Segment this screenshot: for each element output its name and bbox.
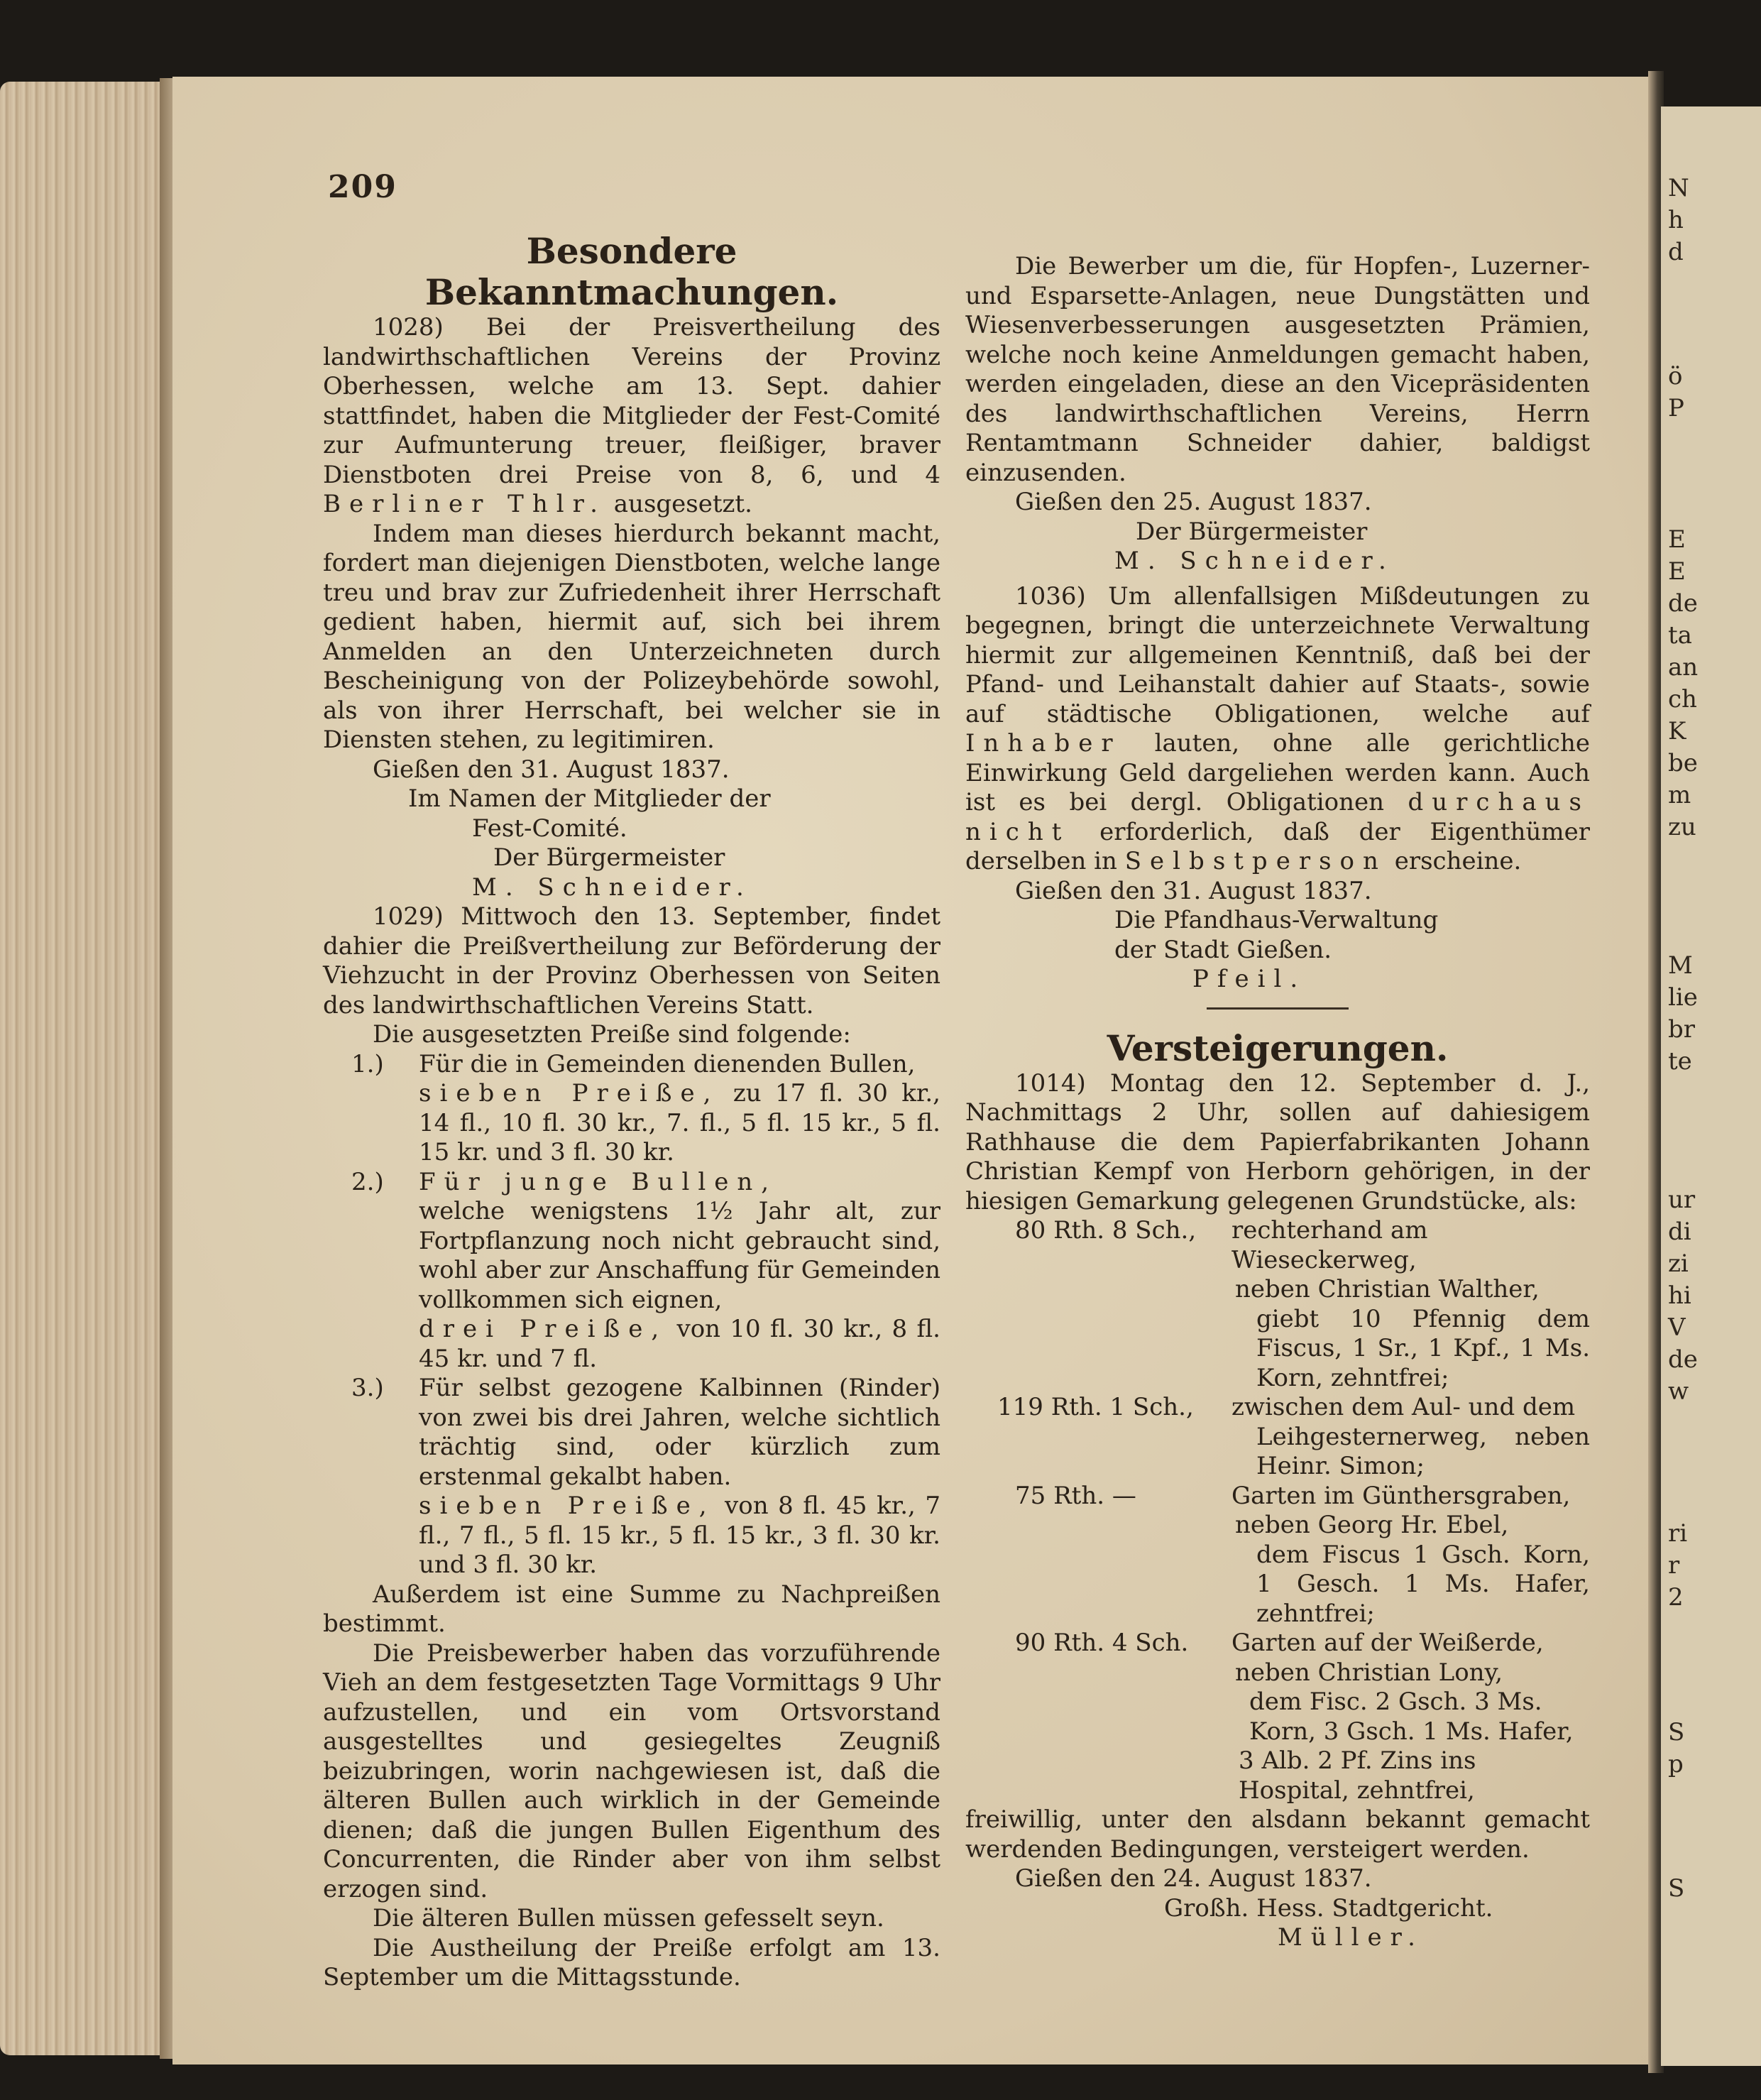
premiums-signature-title: Der Bürgermeister — [1136, 517, 1368, 546]
facing-page-text-fragment: ta — [1668, 621, 1692, 650]
page-number: 209 — [328, 169, 397, 205]
facing-page-text-fragment: de — [1668, 589, 1698, 618]
facing-page-text-fragment: E — [1668, 557, 1686, 586]
facing-page-text-fragment: w — [1668, 1377, 1689, 1406]
facing-page-text-fragment: r — [1668, 1551, 1680, 1580]
facing-page-text-fragment: hi — [1668, 1281, 1691, 1310]
estate-detail: dem Fiscus 1 Gsch. Korn, 1 Gesch. 1 Ms. Hafer, zehntfrei; — [1256, 1540, 1590, 1628]
estate-location: zwischen dem Aul- und dem — [1231, 1393, 1576, 1421]
emphasis-spaced: durchaus nicht — [965, 788, 1590, 846]
notice-1036-body: 1036) Um allenfallsigen Mißdeutungen zu begegnen, bringt die unterzeichnete Verwaltung hiermit zur allgemeinen Kenntniß, daß bei der Pfand- und Leihanstalt dahier auf Staats-, sowie auf städtische Obligationen, welche auf Inhaber lauten, ohne alle gerichtliche Einwirkung Geld dargeliehen werden kann. Auch ist es bei dergl. Obligationen durchaus nicht erforderlich, daß der Eigenthümer derselben in Selbstperson erscheine. — [965, 581, 1590, 875]
notice-1028-para: Indem man dieses hierdurch bekannt macht, fordert man diejenigen Dienstboten, welche lange treu und brav zur Zufriedenheit ihrer Herrschaft gedient haben, hiermit auf, sich bei ihrem Anmelden an den Unterzeichneten durch Bescheinigung von der Polizeybehörde sowohl, als von ihrer Herrschaft, bei welcher sie in Diensten stehen, zu legitimiren. — [323, 519, 940, 754]
facing-page-text-fragment: ur — [1668, 1186, 1696, 1214]
prize-number: 1.) — [351, 1049, 384, 1078]
notice-1036-signature-line: der Stadt Gießen. — [1114, 935, 1332, 964]
prize-item — [323, 1168, 940, 1374]
estate-detail: neben Christian Walther, — [1235, 1275, 1540, 1303]
currency-spaced: Berliner Thlr. — [323, 490, 606, 518]
estate-item — [965, 1482, 1590, 1511]
facing-page-text-fragment: an — [1668, 653, 1699, 682]
notice-1028-signature-name: M. Schneider. — [472, 873, 752, 902]
prize-details: sieben Preiße, zu 17 fl. 30 kr., 14 fl., 10 fl. 30 kr., 7. fl., 5 fl. 15 kr., 5 fl. 15 kr. und 3 fl. 30 kr. — [419, 1079, 940, 1166]
estate-detail: neben Christian Lony, — [1235, 1658, 1503, 1687]
section-heading-auctions: Versteigerungen. — [1107, 1027, 1449, 1069]
prize-heading: Für die in Gemeinden dienenden Bullen, — [419, 1049, 916, 1078]
facing-page-text-fragment: zi — [1668, 1249, 1689, 1278]
notice-1028-body: 1028) Bei der Preisvertheilung des landwirthschaftlichen Vereins der Provinz Oberhessen, welche am 13. Sept. dahier stattfindet, haben die Mitglieder der Fest-Comité zur Aufmunterung treuer, fleißiger, braver Dienstboten drei Preise von 8, 6, und 4 Berliner Thlr. ausgesetzt. — [323, 313, 940, 518]
notice-1028 — [323, 313, 940, 902]
section-heading-announcements: Besondere Bekanntmachungen. — [424, 230, 839, 313]
prize-heading: Für selbst gezogene Kalbinnen (Rinder) von zwei bis drei Jahren, welche sichtlich trächtig sind, oder kürzlich zum erstenmal gekalbt haben. — [419, 1374, 940, 1491]
notice-1014 — [965, 1069, 1590, 1953]
notice-1029-rules: Die Preisbewerber haben das vorzuführende Vieh an dem festgesetzten Tage Vormittags 9 Uhr aufzustellen, und ein vom Ortsvorstand ausgestelltes und gesiegeltes Zeugniß beizubringen, worin nachgewiesen ist, daß die älteren Bullen auch wirklich in der Gemeinde dienen; daß die jungen Bullen Eigenthum des Concurrenten, die Rinder aber von ihm selbst erzogen sind. — [323, 1639, 940, 1903]
prize-item — [323, 1374, 940, 1580]
prize-condition: welche wenigstens 1½ Jahr alt, zur Fortpflanzung noch nicht gebraucht sind, wohl aber zur Anschaffung für Gemeinden vollkommen sich eignen, — [419, 1197, 940, 1314]
facing-page-text-fragment: M — [1668, 951, 1693, 980]
estate-size: 90 Rth. 4 Sch. — [1015, 1629, 1189, 1657]
notice-1029-intro: 1029) Mittwoch den 13. September, findet dahier die Preißvertheilung zur Beförderung der Viehzucht in der Provinz Oberhessen von Seiten des landwirthschaftlichen Vereins Statt. — [323, 902, 940, 1019]
facing-page-fragment — [1661, 106, 1761, 2066]
estate-size: 75 Rth. — — [1015, 1481, 1136, 1510]
facing-page-text-fragment: N — [1668, 174, 1689, 202]
notice-1028-signature-title: Der Bürgermeister — [493, 843, 725, 872]
estate-detail: dem Fisc. 2 Gsch. 3 Ms. Korn, 3 Gsch. 1 Ms. Hafer, — [1249, 1688, 1574, 1746]
facing-page-text-fragment: ö — [1668, 362, 1683, 390]
facing-page-text-fragment: m — [1668, 781, 1691, 809]
facing-page-text-fragment: d — [1668, 238, 1684, 266]
section-divider — [1207, 1007, 1349, 1010]
facing-page-text-fragment: ri — [1668, 1519, 1688, 1548]
facing-page-text-fragment: te — [1668, 1047, 1692, 1076]
facing-page-text-fragment: zu — [1668, 813, 1696, 841]
notice-1036-signature-line: Die Pfandhaus-Verwaltung — [1114, 906, 1439, 934]
book-page-edges — [0, 82, 170, 2055]
estate-detail: neben Georg Hr. Ebel, — [1235, 1511, 1509, 1539]
premiums-dateline: Gießen den 25. August 1837. — [1015, 488, 1372, 516]
facing-page-text-fragment: S — [1668, 1718, 1685, 1746]
notice-1014-intro: 1014) Montag den 12. September d. J., Nachmittags 2 Uhr, sollen auf dahiesigem Rathhause die dem Papierfabrikanten Johann Christian Kempf von Herborn gehörigen, in der hiesigen Gemarkung gelegenen Grundstücke, als: — [965, 1068, 1590, 1215]
estate-item — [965, 1216, 1590, 1275]
left-column — [323, 231, 940, 1993]
emphasis-spaced: Selbstperson — [1124, 847, 1387, 875]
facing-page-text-fragment: di — [1668, 1218, 1691, 1246]
estate-item — [965, 1629, 1590, 1658]
facing-page-text-fragment: 2 — [1668, 1583, 1684, 1612]
estate-size: 80 Rth. 8 Sch., — [1015, 1216, 1197, 1245]
facing-page-text-fragment: P — [1668, 394, 1684, 422]
notice-1029-bulls: Die älteren Bullen müssen gefesselt seyn. — [373, 1904, 884, 1932]
estate-location: Garten auf der Weißerde, — [1231, 1629, 1544, 1657]
facing-page-text-fragment: V — [1668, 1313, 1686, 1342]
notice-1036-dateline: Gießen den 31. August 1837. — [1015, 876, 1372, 905]
right-column — [965, 252, 1590, 1953]
facing-page-text-fragment: K — [1668, 717, 1686, 745]
notice-1014-closing: freiwillig, unter den alsdann bekannt gemacht werdenden Bedingungen, versteigert werden. — [965, 1805, 1590, 1864]
prize-number: 3.) — [351, 1374, 384, 1402]
estate-size: 119 Rth. 1 Sch., — [997, 1393, 1194, 1421]
prizes-intro: Die ausgesetzten Preiße sind folgende: — [373, 1020, 851, 1049]
estate-detail: giebt 10 Pfennig dem Fiscus, 1 Sr., 1 Kpf., 1 Ms. Korn, zehntfrei; — [1256, 1304, 1590, 1392]
prize-heading: Für junge Bullen, — [419, 1167, 778, 1196]
facing-page-text-fragment: de — [1668, 1345, 1698, 1374]
notice-1014-signature-court: Großh. Hess. Stadtgericht. — [1164, 1893, 1493, 1923]
notice-1028-signature-line: Fest-Comité. — [472, 814, 627, 843]
facing-page-text-fragment: be — [1668, 749, 1698, 777]
estate-location: rechterhand am Wieseckerweg, — [1231, 1216, 1428, 1274]
facing-page-text-fragment: br — [1668, 1015, 1696, 1044]
notice-1036 — [965, 582, 1590, 995]
facing-page-text-fragment: lie — [1668, 983, 1698, 1012]
prize-details: drei Preiße, von 10 fl. 30 kr., 8 fl. 45 kr. und 7 fl. — [419, 1315, 940, 1373]
notice-1028-signature-line: Im Namen der Mitglieder der — [408, 784, 771, 813]
estate-item — [965, 1393, 1590, 1423]
emphasis-spaced: Inhaber — [965, 729, 1121, 758]
notice-1029 — [323, 902, 940, 1993]
estate-detail: Leihgesternerweg, neben Heinr. Simon; — [1256, 1422, 1590, 1480]
notice-1028-dateline: Gießen den 31. August 1837. — [373, 755, 730, 784]
estate-detail: 3 Alb. 2 Pf. Zins ins Hospital, zehntfrei, — [1239, 1746, 1476, 1805]
premiums-body: Die Bewerber um die, für Hopfen-, Luzerner- und Esparsette-Anlagen, neue Dungstätten und Wiesenverbesserungen ausgesetzten Prämien, welche noch keine Anmeldungen gemacht haben, werden eingeladen, diese an den Vicepräsidenten des landwirthschaftlichen Vereins, Herrn Rentamtmann Schneider dahier, baldigst einzusenden. — [965, 252, 1590, 487]
notice-1014-dateline: Gießen den 24. August 1837. — [1015, 1864, 1372, 1893]
facing-page-text-fragment: p — [1668, 1750, 1684, 1778]
notice-premiums — [965, 252, 1590, 576]
estate-location: Garten im Günthersgraben, — [1231, 1481, 1571, 1510]
prize-details: sieben Preiße, von 8 fl. 45 kr., 7 fl., 7 fl., 5 fl. 15 kr., 5 fl. 15 kr., 3 fl. 30 kr. und 3 fl. 30 kr. — [419, 1492, 940, 1579]
facing-page-text-fragment: h — [1668, 206, 1684, 234]
notice-1029-extra: Außerdem ist eine Summe zu Nachpreißen bestimmt. — [323, 1580, 940, 1638]
premiums-signature-name: M. Schneider. — [1114, 547, 1395, 575]
notice-1014-signature-name: Müller. — [1278, 1923, 1424, 1952]
prize-number: 2.) — [351, 1167, 384, 1196]
notice-1036-signature-name: Pfeil. — [1192, 965, 1307, 993]
notice-1029-award: Die Austheilung der Preiße erfolgt am 13. September um die Mittagsstunde. — [323, 1933, 940, 1991]
facing-page-text-fragment: ch — [1668, 685, 1697, 713]
facing-page-text-fragment: E — [1668, 525, 1686, 554]
facing-page-text-fragment: S — [1668, 1874, 1685, 1903]
prize-item — [323, 1050, 940, 1168]
